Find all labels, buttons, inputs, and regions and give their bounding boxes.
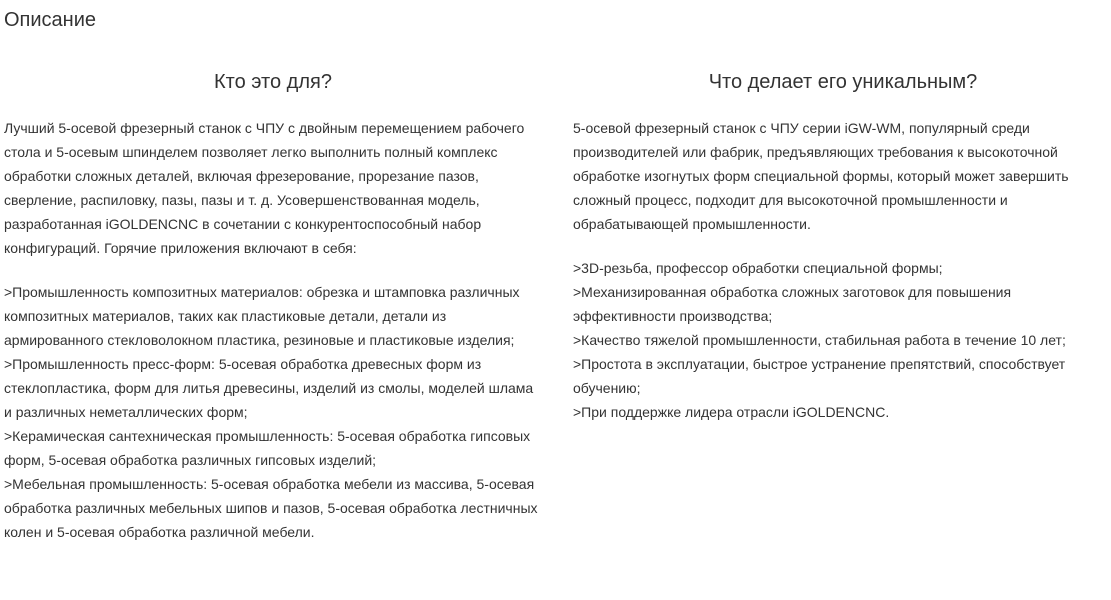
section-heading: Что делает его уникальным? [708, 71, 978, 93]
list-item: >Керамическая сантехническая промышленность: 5-осевая обработка гипсовых форм, 5-осевая обработка различных гипсовых изделий; [4, 428, 531, 468]
page-title: Описание [4, 9, 97, 31]
list-item: >3D-резьба, профессор обработки специальной формы; [573, 260, 943, 276]
what-makes-it-unique-section [573, 68, 1111, 424]
features-list [573, 256, 1111, 424]
intro-paragraph: 5-осевой фрезерный станок с ЧПУ серии iGW-WM, популярный среди производителей или фабрик, предъявляющих требования к высокоточной обработке изогнутых форм специальной формы, который может завершить сложный процесс, подходит для высокоточной промышленности и обрабатывающей промышленности. [573, 120, 1069, 232]
list-item: >Механизированная обработка сложных заготовок для повышения эффективности производства; [573, 284, 1012, 324]
list-item: >При поддержке лидера отрасли iGOLDENCNC. [573, 404, 890, 420]
section-heading: Кто это для? [214, 71, 332, 93]
applications-list [4, 280, 542, 544]
list-item: >Промышленность пресс-форм: 5-осевая обработка древесных форм из стеклопластика, форм для литья древесины, изделий из смолы, моделей шлама и различных неметаллических форм; [4, 356, 534, 420]
who-is-it-for-section [4, 68, 542, 544]
list-item: >Мебельная промышленность: 5-осевая обработка мебели из массива, 5-осевая обработка различных мебельных шипов и пазов, 5-осевая обработка лестничных колен и 5-осевая обработка различной мебели. [4, 476, 538, 540]
list-item: >Простота в эксплуатации, быстрое устранение препятствий, способствует обучению; [573, 356, 1066, 396]
list-item: >Промышленность композитных материалов: обрезка и штамповка различных композитных материалов, таких как пластиковые детали, детали из армированного стекловолокном пластика, резиновые и пластиковые изделия; [4, 284, 520, 348]
list-item: >Качество тяжелой промышленности, стабильная работа в течение 10 лет; [573, 332, 1066, 348]
intro-paragraph: Лучший 5-осевой фрезерный станок с ЧПУ с двойным перемещением рабочего стола и 5-осевым шпинделем позволяет легко выполнить полный комплекс обработки сложных деталей, включая фрезерование, прорезание пазов, сверление, распиловку, пазы, пазы и т. д. Усовершенствованная модель, разработанная iGOLDENCNC в сочетании с конкурентоспособный набор конфигураций. Горячие приложения включают в себя: [4, 120, 525, 256]
